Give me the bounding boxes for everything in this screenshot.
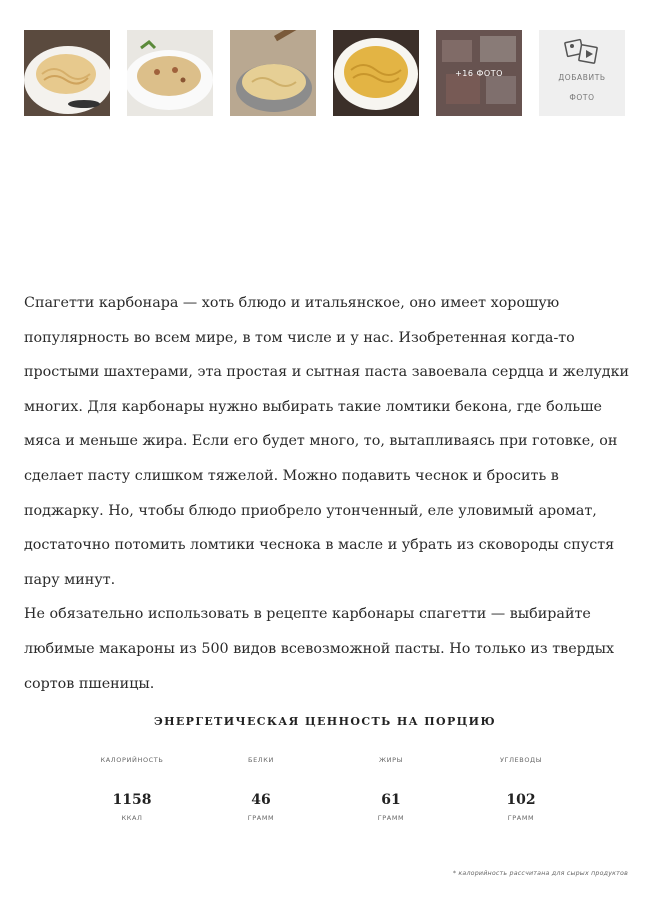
- nutrient-unit: ГРАММ: [377, 814, 405, 822]
- nutrient-label: ЖИРЫ: [379, 756, 403, 764]
- photo-video-icon: [564, 38, 600, 66]
- gallery-photo-3[interactable]: [230, 30, 316, 116]
- nutrient-fat: [336, 756, 446, 822]
- pasta-bowl-image: [127, 30, 213, 116]
- recipe-description: [24, 286, 634, 701]
- nutrient-value: 46: [251, 792, 271, 808]
- gallery-photo-4[interactable]: [333, 30, 419, 116]
- nutrient-value: 102: [506, 792, 536, 808]
- photo-gallery: [24, 30, 625, 116]
- gallery-photo-2[interactable]: [127, 30, 213, 116]
- nutrient-label: КАЛОРИЙНОСТЬ: [100, 756, 164, 764]
- description-paragraph-1: Спагетти карбонара — хоть блюдо и итальянское, оно имеет хорошую популярность во всем мире, в том числе и у нас. Изобретенная когда-то простыми шахтерами, эта простая и сытная паста завоевала сердца и желудки многих. Для карбонары нужно выбирать такие ломтики бекона, где больше мяса и меньше жира. Если его будет много, то, вытапливаясь при готовке, он сделает пасту слишком тяжелой. Можно подавить чеснок и бросить в поджарку. Но, чтобы блюдо приобрело утонченный, еле уловимый аромат, достаточно потомить ломтики чеснока в масле и убрать из сковороды спустя пару минут.: [24, 295, 630, 588]
- pasta-plate-image: [24, 30, 110, 116]
- nutrient-calories: [77, 756, 187, 822]
- nutrient-label: БЕЛКИ: [248, 756, 274, 764]
- add-photo-label: ДОБАВИТЬ ФОТО: [558, 73, 606, 102]
- more-photos-label: +16 ФОТО: [436, 30, 522, 116]
- nutrition-title: ЭНЕРГЕТИЧЕСКАЯ ЦЕННОСТЬ НА ПОРЦИЮ: [153, 715, 497, 728]
- nutrient-protein: [206, 756, 316, 822]
- nutrient-label: УГЛЕВОДЫ: [499, 756, 543, 764]
- nutrient-unit: ГРАММ: [507, 814, 535, 822]
- nutrient-value: 61: [381, 792, 401, 808]
- nutrient-unit: ККАЛ: [121, 814, 143, 822]
- gallery-photo-1[interactable]: [24, 30, 110, 116]
- nutrient-unit: ГРАММ: [247, 814, 275, 822]
- gallery-more-photos[interactable]: [436, 30, 522, 116]
- add-photo-button[interactable]: [539, 30, 625, 116]
- pasta-dish-image: [333, 30, 419, 116]
- nutrient-carbs: [466, 756, 576, 822]
- nutrient-value: 1158: [112, 792, 152, 808]
- pasta-pan-image: [230, 30, 316, 116]
- description-paragraph-2: Не обязательно использовать в рецепте карбонары спагетти — выбирайте любимые макароны из 500 видов всевозможной пасты. Но только из твердых сортов пшеницы.: [24, 606, 615, 692]
- calorie-footnote: * калорийность рассчитана для сырых продуктов: [452, 870, 628, 877]
